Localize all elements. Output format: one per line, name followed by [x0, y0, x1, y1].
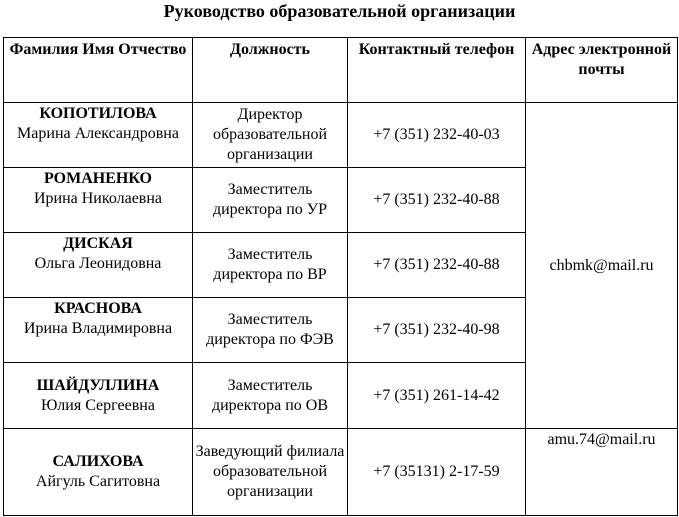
- position-cell: Директор образовательной организации: [193, 103, 348, 168]
- name-cell: [4, 429, 193, 516]
- phone-cell: +7 (35131) 2-17-59: [348, 429, 526, 516]
- surname: САЛИХОВА: [52, 453, 144, 470]
- given-name: Ирина Николаевна: [33, 190, 163, 207]
- page-title: Руководство образовательной организации: [163, 1, 516, 21]
- header-position: Должность: [193, 38, 348, 103]
- position-cell: Заместитель директора по ФЭВ: [193, 298, 348, 363]
- surname: ДИСКАЯ: [63, 235, 133, 252]
- position-cell: Заместитель директора по ВР: [193, 233, 348, 298]
- given-name: Юлия Сергеевна: [41, 396, 155, 414]
- table-header-row: [4, 38, 678, 103]
- table-row: [4, 429, 678, 516]
- name-cell: [4, 298, 193, 363]
- phone-cell: +7 (351) 232-40-88: [348, 233, 526, 298]
- name-cell: [4, 233, 193, 298]
- surname: РОМАНЕНКО: [44, 170, 152, 187]
- header-phone: Контактный телефон: [348, 38, 526, 103]
- given-name: Ирина Владимировна: [23, 320, 173, 337]
- name-cell: [4, 363, 193, 429]
- surname: КРАСНОВА: [54, 300, 142, 317]
- header-email: Адрес электронной почты: [526, 38, 678, 103]
- phone-cell: +7 (351) 232-40-88: [348, 168, 526, 233]
- email-cell-main: chbmk@mail.ru: [526, 103, 678, 429]
- surname: КОПОТИЛОВА: [39, 105, 157, 122]
- position-cell: Заведующий филиала образовательной организации: [193, 429, 348, 516]
- header-name: Фамилия Имя Отчество: [4, 38, 193, 103]
- position-cell: Заместитель директора по УР: [193, 168, 348, 233]
- email-cell-branch: amu.74@mail.ru: [526, 429, 678, 516]
- position-cell: Заместитель директора по ОВ: [193, 363, 348, 429]
- given-name: Ольга Леонидовна: [34, 255, 162, 272]
- given-name: Марина Александровна: [17, 125, 179, 142]
- leadership-table: [3, 37, 678, 516]
- name-cell: [4, 168, 193, 233]
- phone-cell: +7 (351) 232-40-03: [348, 103, 526, 168]
- name-cell: [4, 103, 193, 168]
- phone-cell: +7 (351) 232-40-98: [348, 298, 526, 363]
- table-row: [4, 103, 678, 168]
- phone-cell: +7 (351) 261-14-42: [348, 363, 526, 429]
- given-name: Айгуль Сагитовна: [35, 473, 161, 490]
- surname: ШАЙДУЛЛИНА: [36, 376, 160, 394]
